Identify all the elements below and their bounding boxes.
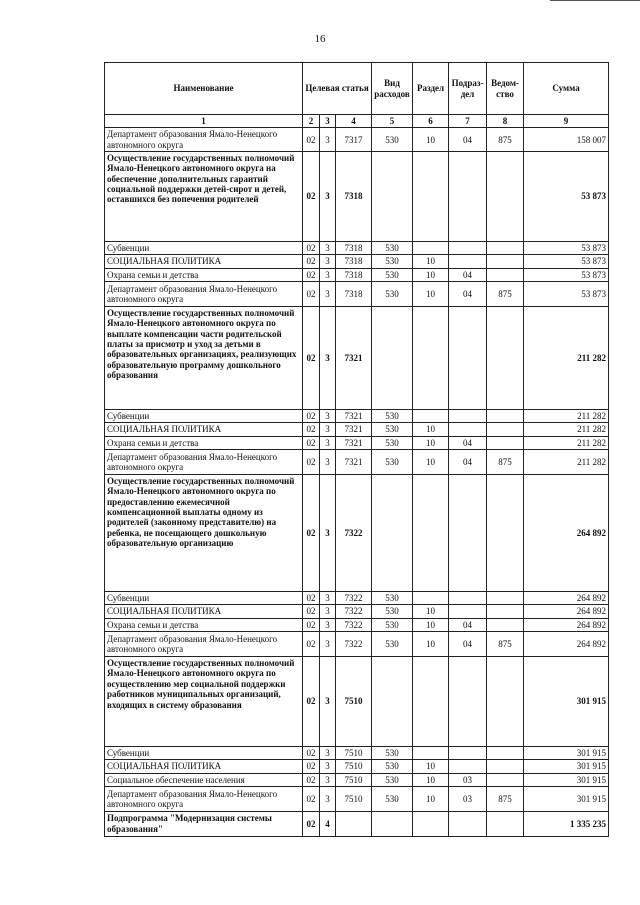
section-code: 10 <box>413 450 449 475</box>
subsection-code <box>449 657 487 747</box>
target-code-subprogram: 3 <box>320 307 336 410</box>
table-row <box>105 787 609 812</box>
amount: 301 915 <box>524 760 609 773</box>
target-code-program: 02 <box>303 747 320 760</box>
expense-kind: 530 <box>372 747 413 760</box>
expense-kind: 530 <box>372 787 413 812</box>
row-name: Охрана семьи и детства <box>105 436 303 449</box>
target-code-item: 7510 <box>336 773 372 786</box>
budget-table <box>104 62 609 837</box>
table-row <box>105 632 609 657</box>
subsection-code: 03 <box>449 773 487 786</box>
table-row <box>105 410 609 423</box>
subsection-code: 04 <box>449 618 487 631</box>
department-code <box>487 242 524 255</box>
target-code-subprogram: 3 <box>320 605 336 618</box>
target-code-subprogram: 3 <box>320 268 336 281</box>
row-name: Осуществление государственных полномочий Ямало-Ненецкого автономного округа по выплате компенсации части родительской платы за присмотр и уход за детьми в образовательных организациях, реализующих образовательную программу дошкольного образования <box>105 307 303 410</box>
target-code-item: 7318 <box>336 255 372 268</box>
subsection-code <box>449 423 487 436</box>
target-code-subprogram: 3 <box>320 282 336 307</box>
index-cell: 5 <box>372 115 413 128</box>
table-row <box>105 475 609 592</box>
section-code <box>413 475 449 592</box>
department-code <box>487 152 524 242</box>
expense-kind: 530 <box>372 450 413 475</box>
row-name: Субвенции <box>105 410 303 423</box>
target-code-program: 02 <box>303 475 320 592</box>
table-row <box>105 128 609 152</box>
amount: 53 873 <box>524 282 609 307</box>
target-code-item: 7322 <box>336 618 372 631</box>
table-row <box>105 436 609 449</box>
target-code-subprogram: 4 <box>320 812 336 837</box>
target-code-program: 02 <box>303 632 320 657</box>
row-name: Департамент образования Ямало-Ненецкого автономного округа <box>105 128 303 152</box>
row-name: Субвенции <box>105 242 303 255</box>
table-row <box>105 282 609 307</box>
target-code-item: 7318 <box>336 282 372 307</box>
department-code <box>487 268 524 281</box>
target-code-item: 7322 <box>336 592 372 605</box>
target-code-program: 02 <box>303 128 320 152</box>
header-dept: Ведом-ство <box>487 63 524 115</box>
department-code <box>487 657 524 747</box>
target-code-subprogram: 3 <box>320 760 336 773</box>
subsection-code <box>449 812 487 837</box>
section-code: 10 <box>413 618 449 631</box>
target-code-subprogram: 3 <box>320 475 336 592</box>
expense-kind: 530 <box>372 436 413 449</box>
target-code-subprogram: 3 <box>320 128 336 152</box>
index-cell: 6 <box>413 115 449 128</box>
header-name: Наименование <box>105 63 303 115</box>
subsection-code <box>449 255 487 268</box>
section-code: 10 <box>413 282 449 307</box>
row-name: Социальное обеспечение населения <box>105 773 303 786</box>
index-row <box>105 115 609 128</box>
table-row <box>105 657 609 747</box>
target-code-program: 02 <box>303 760 320 773</box>
target-code-program: 02 <box>303 423 320 436</box>
amount: 211 282 <box>524 410 609 423</box>
row-name: Субвенции <box>105 747 303 760</box>
subsection-code <box>449 592 487 605</box>
target-code-subprogram: 3 <box>320 450 336 475</box>
section-code <box>413 152 449 242</box>
expense-kind <box>372 812 413 837</box>
target-code-subprogram: 3 <box>320 436 336 449</box>
amount: 1 335 235 <box>524 812 609 837</box>
table-row <box>105 152 609 242</box>
amount: 53 873 <box>524 152 609 242</box>
target-code-program: 02 <box>303 812 320 837</box>
department-code <box>487 773 524 786</box>
target-code-program: 02 <box>303 773 320 786</box>
index-cell: 4 <box>336 115 372 128</box>
row-name: СОЦИАЛЬНАЯ ПОЛИТИКА <box>105 605 303 618</box>
section-code: 10 <box>413 787 449 812</box>
expense-kind <box>372 307 413 410</box>
target-code-item: 7322 <box>336 475 372 592</box>
corner-mark <box>550 0 640 5</box>
row-name: Департамент образования Ямало-Ненецкого автономного округа <box>105 282 303 307</box>
amount: 264 892 <box>524 592 609 605</box>
target-code-item: 7317 <box>336 128 372 152</box>
row-name: СОЦИАЛЬНАЯ ПОЛИТИКА <box>105 423 303 436</box>
subsection-code: 04 <box>449 632 487 657</box>
amount: 301 915 <box>524 787 609 812</box>
target-code-subprogram: 3 <box>320 423 336 436</box>
target-code-item: 7321 <box>336 307 372 410</box>
department-code <box>487 812 524 837</box>
department-code: 875 <box>487 632 524 657</box>
header-row <box>105 63 609 115</box>
expense-kind: 530 <box>372 410 413 423</box>
section-code: 10 <box>413 760 449 773</box>
subsection-code <box>449 410 487 423</box>
header-sum: Сумма <box>524 63 609 115</box>
target-code-program: 02 <box>303 657 320 747</box>
row-name: Департамент образования Ямало-Ненецкого автономного округа <box>105 787 303 812</box>
section-code: 10 <box>413 268 449 281</box>
table-row <box>105 307 609 410</box>
section-code: 10 <box>413 423 449 436</box>
target-code-program: 02 <box>303 307 320 410</box>
amount: 158 007 <box>524 128 609 152</box>
section-code: 10 <box>413 773 449 786</box>
target-code-subprogram: 3 <box>320 787 336 812</box>
section-code <box>413 812 449 837</box>
amount: 53 873 <box>524 255 609 268</box>
subsection-code <box>449 475 487 592</box>
amount: 301 915 <box>524 747 609 760</box>
expense-kind: 530 <box>372 128 413 152</box>
row-name: СОЦИАЛЬНАЯ ПОЛИТИКА <box>105 255 303 268</box>
expense-kind: 530 <box>372 592 413 605</box>
amount: 211 282 <box>524 436 609 449</box>
section-code <box>413 307 449 410</box>
header-subsection: Подраз-дел <box>449 63 487 115</box>
target-code-item: 7510 <box>336 760 372 773</box>
department-code <box>487 618 524 631</box>
target-code-item: 7322 <box>336 632 372 657</box>
target-code-item: 7321 <box>336 436 372 449</box>
section-code: 10 <box>413 128 449 152</box>
index-cell: 2 <box>303 115 320 128</box>
subsection-code: 03 <box>449 787 487 812</box>
subsection-code <box>449 307 487 410</box>
expense-kind: 530 <box>372 760 413 773</box>
department-code <box>487 255 524 268</box>
department-code: 875 <box>487 128 524 152</box>
table-row <box>105 618 609 631</box>
row-name: СОЦИАЛЬНАЯ ПОЛИТИКА <box>105 760 303 773</box>
row-name: Департамент образования Ямало-Ненецкого автономного округа <box>105 450 303 475</box>
amount: 53 873 <box>524 268 609 281</box>
target-code-subprogram: 3 <box>320 152 336 242</box>
department-code: 875 <box>487 787 524 812</box>
target-code-program: 02 <box>303 618 320 631</box>
department-code <box>487 436 524 449</box>
table-row <box>105 747 609 760</box>
expense-kind: 530 <box>372 255 413 268</box>
expense-kind: 530 <box>372 773 413 786</box>
amount: 264 892 <box>524 618 609 631</box>
row-name: Департамент образования Ямало-Ненецкого автономного округа <box>105 632 303 657</box>
subsection-code <box>449 152 487 242</box>
amount: 301 915 <box>524 773 609 786</box>
expense-kind <box>372 475 413 592</box>
target-code-item: 7321 <box>336 423 372 436</box>
target-code-program: 02 <box>303 436 320 449</box>
target-code-program: 02 <box>303 410 320 423</box>
target-code-item: 7318 <box>336 152 372 242</box>
target-code-subprogram: 3 <box>320 632 336 657</box>
table-row <box>105 605 609 618</box>
subsection-code: 04 <box>449 268 487 281</box>
target-code-item: 7510 <box>336 747 372 760</box>
amount: 53 873 <box>524 242 609 255</box>
expense-kind: 530 <box>372 268 413 281</box>
expense-kind: 530 <box>372 618 413 631</box>
department-code: 875 <box>487 282 524 307</box>
subsection-code: 04 <box>449 128 487 152</box>
index-cell: 1 <box>105 115 303 128</box>
subsection-code: 04 <box>449 282 487 307</box>
amount: 264 892 <box>524 605 609 618</box>
row-name: Осуществление государственных полномочий Ямало-Ненецкого автономного округа по осуществлению мер социальной поддержки работников муниципальных организаций, входящих в систему образования <box>105 657 303 747</box>
expense-kind: 530 <box>372 605 413 618</box>
index-cell: 8 <box>487 115 524 128</box>
target-code-subprogram: 3 <box>320 773 336 786</box>
table-body <box>105 128 609 837</box>
amount: 211 282 <box>524 307 609 410</box>
table-row <box>105 760 609 773</box>
table-row <box>105 592 609 605</box>
expense-kind: 530 <box>372 632 413 657</box>
target-code-program: 02 <box>303 605 320 618</box>
row-name: Осуществление государственных полномочий Ямало-Ненецкого автономного округа на обеспечение дополнительных гарантий социальной поддержки детей-сирот и детей, оставшихся без попечения родителей <box>105 152 303 242</box>
subsection-code: 04 <box>449 436 487 449</box>
target-code-subprogram: 3 <box>320 255 336 268</box>
table-row <box>105 773 609 786</box>
target-code-subprogram: 3 <box>320 592 336 605</box>
subsection-code <box>449 605 487 618</box>
subsection-code <box>449 760 487 773</box>
subsection-code <box>449 747 487 760</box>
target-code-program: 02 <box>303 787 320 812</box>
row-name: Охрана семьи и детства <box>105 618 303 631</box>
amount: 301 915 <box>524 657 609 747</box>
target-code-subprogram: 3 <box>320 618 336 631</box>
header-target: Целевая статья <box>303 63 372 115</box>
table-row <box>105 423 609 436</box>
department-code <box>487 605 524 618</box>
amount: 264 892 <box>524 475 609 592</box>
target-code-item: 7321 <box>336 410 372 423</box>
section-code <box>413 410 449 423</box>
expense-kind: 530 <box>372 282 413 307</box>
section-code <box>413 747 449 760</box>
department-code <box>487 423 524 436</box>
target-code-program: 02 <box>303 592 320 605</box>
index-cell: 9 <box>524 115 609 128</box>
section-code: 10 <box>413 632 449 657</box>
department-code <box>487 475 524 592</box>
section-code: 10 <box>413 436 449 449</box>
department-code <box>487 760 524 773</box>
target-code-program: 02 <box>303 268 320 281</box>
amount: 211 282 <box>524 450 609 475</box>
target-code-item: 7510 <box>336 657 372 747</box>
target-code-item: 7322 <box>336 605 372 618</box>
target-code-subprogram: 3 <box>320 657 336 747</box>
header-section: Раздел <box>413 63 449 115</box>
target-code-program: 02 <box>303 152 320 242</box>
index-cell: 3 <box>320 115 336 128</box>
table-row <box>105 812 609 837</box>
row-name: Подпрограмма "Модернизация системы образования" <box>105 812 303 837</box>
row-name: Охрана семьи и детства <box>105 268 303 281</box>
target-code-subprogram: 3 <box>320 242 336 255</box>
amount: 264 892 <box>524 632 609 657</box>
target-code-program: 02 <box>303 282 320 307</box>
subsection-code: 04 <box>449 450 487 475</box>
page-number: 16 <box>314 33 326 45</box>
target-code-program: 02 <box>303 255 320 268</box>
table-row <box>105 268 609 281</box>
target-code-item: 7321 <box>336 450 372 475</box>
department-code <box>487 307 524 410</box>
section-code <box>413 592 449 605</box>
department-code <box>487 410 524 423</box>
section-code <box>413 657 449 747</box>
expense-kind <box>372 152 413 242</box>
section-code: 10 <box>413 255 449 268</box>
table-row <box>105 450 609 475</box>
target-code-item <box>336 812 372 837</box>
department-code <box>487 747 524 760</box>
expense-kind: 530 <box>372 242 413 255</box>
expense-kind <box>372 657 413 747</box>
department-code: 875 <box>487 450 524 475</box>
target-code-subprogram: 3 <box>320 747 336 760</box>
section-code <box>413 242 449 255</box>
target-code-item: 7318 <box>336 268 372 281</box>
target-code-program: 02 <box>303 242 320 255</box>
table-row <box>105 255 609 268</box>
target-code-item: 7318 <box>336 242 372 255</box>
amount: 211 282 <box>524 423 609 436</box>
index-cell: 7 <box>449 115 487 128</box>
row-name: Субвенции <box>105 592 303 605</box>
section-code: 10 <box>413 605 449 618</box>
table-row <box>105 242 609 255</box>
row-name: Осуществление государственных полномочий Ямало-Ненецкого автономного округа по предоставлению ежемесячной компенсационной выплаты одному из родителей (законному представителю) на ребенка, не посещающего дошкольную образовательную организацию <box>105 475 303 592</box>
expense-kind: 530 <box>372 423 413 436</box>
target-code-subprogram: 3 <box>320 410 336 423</box>
target-code-program: 02 <box>303 450 320 475</box>
target-code-item: 7510 <box>336 787 372 812</box>
department-code <box>487 592 524 605</box>
header-kind: Вид расходов <box>372 63 413 115</box>
subsection-code <box>449 242 487 255</box>
